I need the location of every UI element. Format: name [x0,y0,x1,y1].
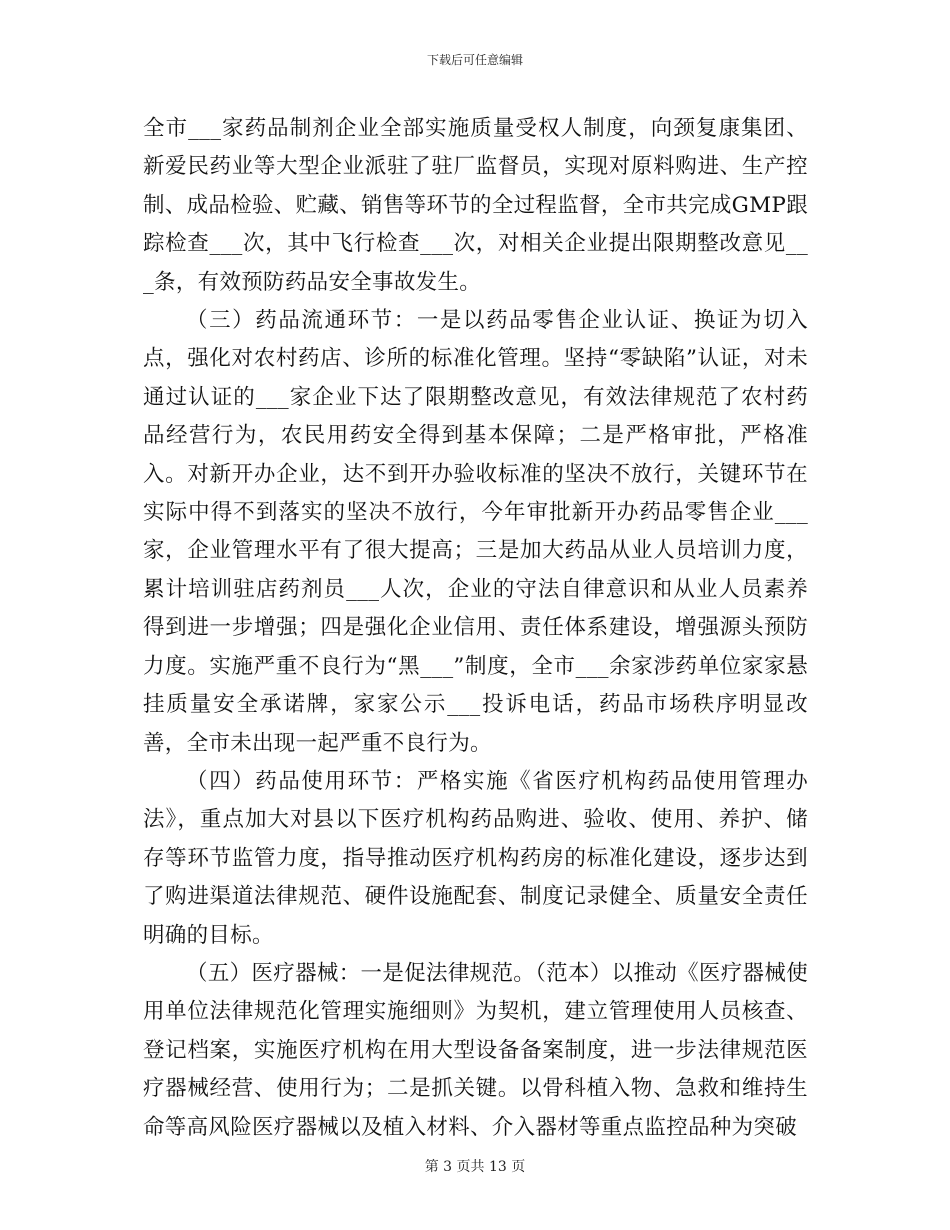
paragraph-medical-devices: （五）医疗器械：一是促法律规范。（范本）以推动《医疗器械使用单位法律规范化管理实施细则》为契机，建立管理使用人员核查、登记档案，实施医疗机构在用大型设备备案制度，进一步法律规范医疗器械经营、使用行为；二是抓关键。以骨科植入物、急救和维持生命等高风险医疗器械以及植入材料、介入器材等重点监控品种为突破 [143,960,808,1140]
paragraph-drug-use: （四）药品使用环节：严格实施《省医疗机构药品使用管理办法》，重点加大对县以下医疗机构药品购进、验收、使用、养护、储存等环节监管力度，指导推动医疗机构药房的标准化建设，逐步达到了购进渠道法律规范、硬件设施配套、制度记录健全、质量安全责任明确的目标。 [143,768,808,948]
paragraph-continuation: 全市___家药品制剂企业全部实施质量受权人制度，向颈复康集团、新爱民药业等大型企业派驻了驻厂监督员，实现对原料购进、生产控制、成品检验、贮藏、销售等环节的全过程监督，全市共完成GMP跟踪检查___次，其中飞行检查___次，对相关企业提出限期整改意见___条，有效预防药品安全事故发生。 [143,116,808,295]
page-header: 下载后可任意编辑 [426,53,523,67]
document-body [143,110,808,1147]
page-footer: 第 3 页共 13 页 [424,1159,526,1175]
paragraph-drug-circulation: （三）药品流通环节：一是以药品零售企业认证、换证为切入点，强化对农村药店、诊所的标准化管理。坚持“零缺陷”认证，对未通过认证的___家企业下达了限期整改意见，有效法律规范了农村药品经营行为，农民用药安全得到基本保障；二是严格审批，严格准入。对新开办企业，达不到开办验收标准的坚决不放行，关键环节在实际中得不到落实的坚决不放行，今年审批新开办药品零售企业___家，企业管理水平有了很大提高；三是加大药品从业人员培训力度，累计培训驻店药剂员___人次，企业的守法自律意识和从业人员素养得到进一步增强；四是强化企业信用、责任体系建设，增强源头预防力度。实施严重不良行为“黑___”制度，全市___余家涉药单位家家悬挂质量安全承诺牌，家家公示___投诉电话，药品市场秩序明显改善，全市未出现一起严重不良行为。 [143,308,808,756]
